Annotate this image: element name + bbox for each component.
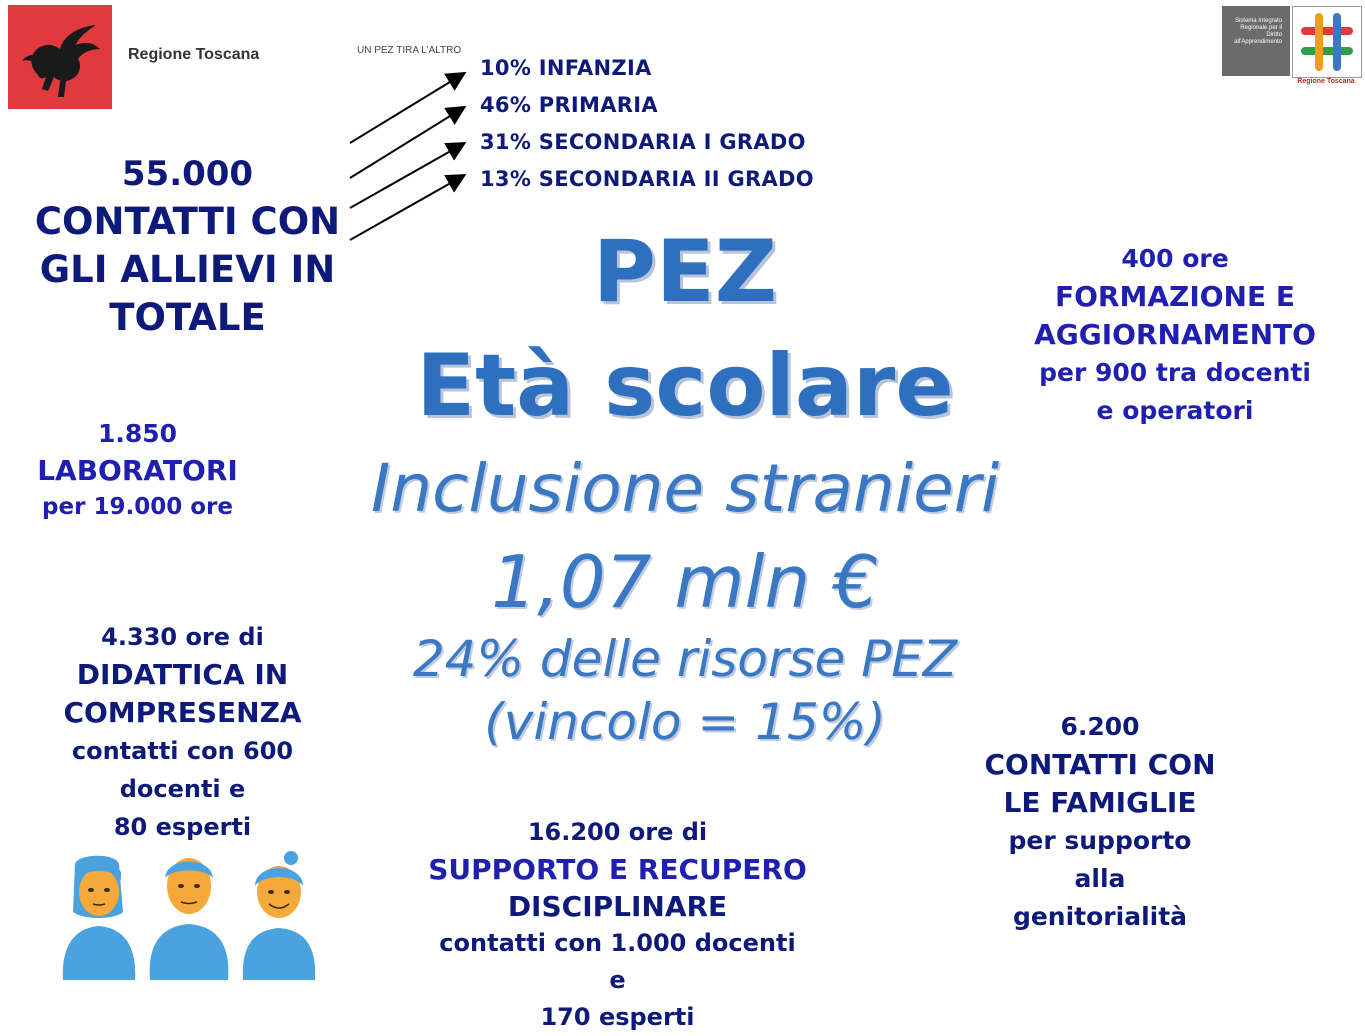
formazione-line1: FORMAZIONE E	[1055, 280, 1295, 313]
pct-infanzia: 10% INFANZIA	[480, 56, 652, 80]
title-pez: PEZ	[592, 222, 778, 322]
supporto-line2: DISCIPLINARE	[507, 890, 728, 923]
title-percent: 24% delle risorse PEZ	[412, 630, 958, 688]
laboratori-label: LABORATORI	[37, 454, 238, 487]
sistema-integrato-logo	[1222, 6, 1362, 86]
formazione-number: 400 ore	[1121, 244, 1229, 273]
famiglie-line5: genitorialità	[1012, 902, 1188, 931]
tagline: UN PEZ TIRA L’ALTRO	[357, 45, 462, 56]
contatti-allievi-block	[20, 150, 355, 342]
brand-name: Regione Toscana	[128, 46, 260, 63]
didattica-line5: 80 esperti	[113, 813, 252, 841]
hash-grid-icon	[1292, 6, 1362, 78]
didattica-line3: contatti con 600	[71, 737, 294, 765]
famiglie-number: 6.200	[1060, 712, 1140, 741]
arrow-1	[350, 74, 463, 143]
three-people-icon	[55, 850, 330, 985]
formazione-line4: e operatori	[1096, 396, 1254, 425]
formazione-line3: per 900 tra docenti	[1039, 358, 1311, 387]
didattica-block	[20, 618, 345, 846]
logo-grey-panel	[1222, 6, 1290, 76]
didattica-line1: DIDATTICA IN	[76, 658, 289, 691]
didattica-line2: COMPRESENZA	[63, 696, 302, 729]
laboratori-block	[15, 415, 260, 526]
pct-secondaria-ii: 13% SECONDARIA II GRADO	[480, 167, 814, 191]
pct-secondaria-i: 31% SECONDARIA I GRADO	[480, 130, 806, 154]
famiglie-line4: alla	[1074, 864, 1126, 893]
title-amount: 1,07 mln €	[491, 540, 879, 624]
person-3	[243, 851, 315, 980]
supporto-block	[400, 814, 835, 1036]
supporto-line1: SUPPORTO E RECUPERO	[428, 853, 807, 886]
supporto-line3: contatti con 1.000 docenti	[439, 929, 796, 957]
title-eta-scolare: Età scolare	[416, 336, 954, 436]
logo-text: Sistema Integrato Regionale per il Diritto all'Apprendimento	[1234, 18, 1282, 45]
person-2	[150, 858, 229, 980]
laboratori-detail: per 19.000 ore	[42, 494, 233, 520]
person-1	[63, 856, 135, 980]
supporto-line5: 170 esperti	[540, 1003, 695, 1031]
famiglie-line2: LE FAMIGLIE	[1003, 786, 1197, 819]
contatti-allievi-number: 55.000	[121, 154, 254, 194]
famiglie-line3: per supporto	[1008, 826, 1192, 855]
arrows-graphic	[345, 68, 475, 248]
title-inclusione: Inclusione stranieri	[370, 450, 1000, 527]
supporto-number: 16.200 ore di	[527, 818, 708, 846]
famiglie-block	[950, 708, 1250, 936]
logo-caption: Regione Toscana	[1297, 78, 1355, 85]
contatti-allievi-line3: TOTALE	[109, 296, 266, 339]
regione-toscana-logo	[8, 5, 112, 109]
supporto-line4: e	[609, 966, 626, 994]
famiglie-line1: CONTATTI CON	[984, 748, 1216, 781]
didattica-number: 4.330 ore di	[101, 623, 264, 651]
laboratori-number: 1.850	[97, 419, 178, 448]
title-vincolo: (vincolo = 15%)	[484, 693, 886, 751]
formazione-line2: AGGIORNAMENTO	[1034, 318, 1316, 351]
didattica-line4: docenti e	[119, 775, 246, 803]
arrow-2	[350, 108, 463, 178]
formazione-block	[1010, 240, 1340, 430]
contatti-allievi-line2: GLI ALLIEVI IN	[39, 248, 336, 291]
pegasus-icon	[8, 5, 112, 109]
pct-primaria: 46% PRIMARIA	[480, 93, 658, 117]
contatti-allievi-line1: CONTATTI CON	[34, 200, 341, 243]
arrow-3	[350, 144, 463, 208]
